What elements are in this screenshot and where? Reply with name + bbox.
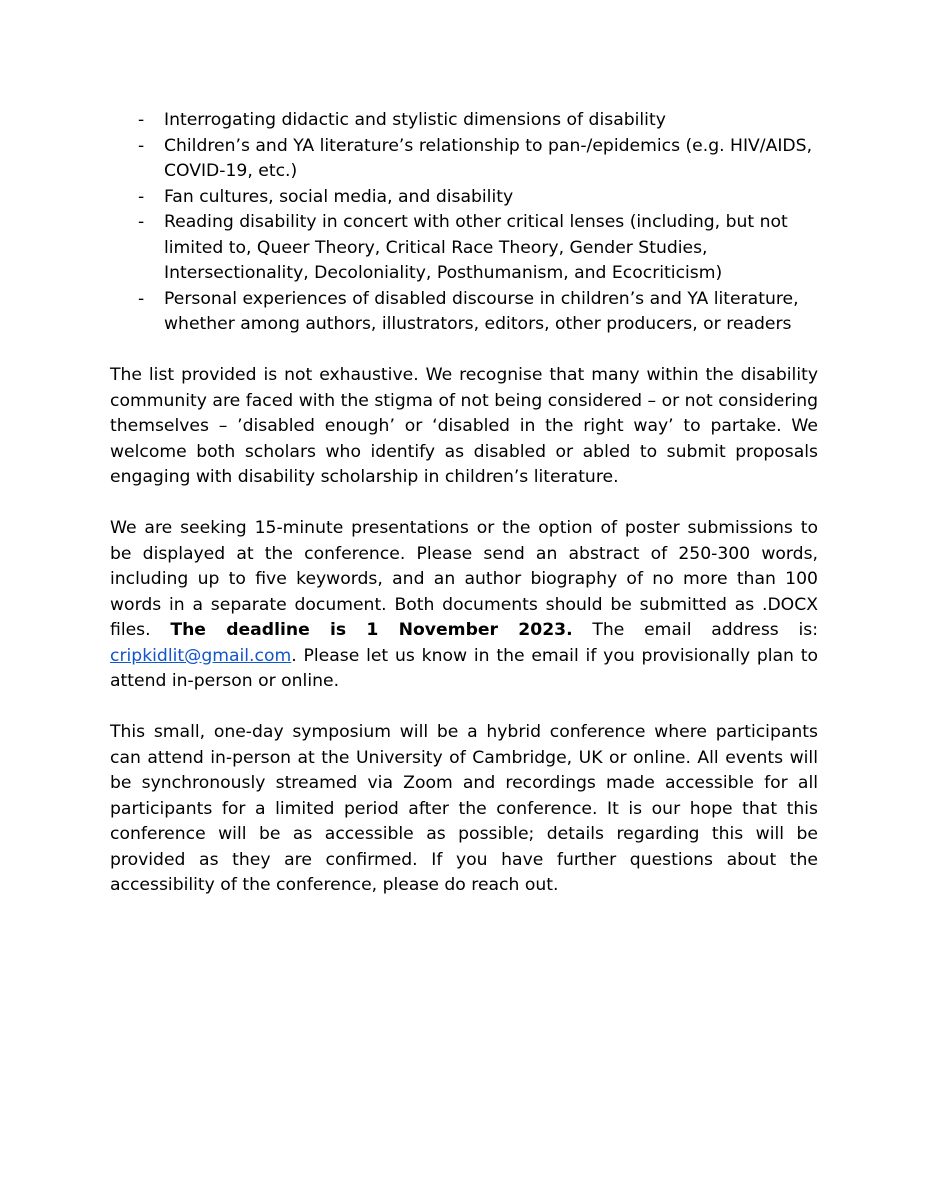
list-item-text: Children’s and YA literature’s relationship to pan-/epidemics (e.g. HIV/AIDS, COVID-19, etc.) <box>164 135 813 181</box>
list-dash: - <box>138 186 145 207</box>
list-item-text: Interrogating didactic and stylistic dimensions of disability <box>164 110 666 130</box>
submission-text: We are seeking 15-minute presentations or the option of poster submissions to be displayed at the conference. Please send an abstract of 250-300 words, including up to five keywords, and an author biography of no more than 100 words in a separate document. Both documents should be submitted as .DOCX files. <box>110 518 818 640</box>
list-item <box>110 108 818 134</box>
list-item <box>110 287 818 338</box>
paragraph-symposium-info: This small, one-day symposium will be a hybrid conference where participants can attend in-person at the University of Cambridge, UK or online. All events will be synchronously streamed via Zoom and recordings made accessible for all participants for a limited period after the conference. It is our hope that this conference will be as accessible as possible; details regarding this will be provided as they are confirmed. If you have further questions about the accessibility of the conference, please do reach out. <box>110 722 818 895</box>
list-item <box>110 185 818 211</box>
list-item <box>110 210 818 287</box>
list-dash: - <box>138 288 145 309</box>
paragraph-list-disclaimer: The list provided is not exhaustive. We recognise that many within the disability community are faced with the stigma of not being considered – or not considering themselves – ’disabled enough’ or ‘disabled in the right way’ to partake. We welcome both scholars who identify as disabled or abled to submit proposals engaging with disability scholarship in children’s literature. <box>110 365 818 487</box>
list-item-text: Fan cultures, social media, and disability <box>164 186 514 207</box>
deadline-text: The deadline is 1 November 2023. <box>170 620 573 640</box>
list-item-text: Reading disability in concert with other critical lenses (including, but not limited to, Queer Theory, Critical Race Theory, Gender Studies, Intersectionality, Decoloniality, Posthumanism, and Ecocriticism) <box>164 212 788 283</box>
list-item-text: Personal experiences of disabled discourse in children’s and YA literature, whether among authors, illustrators, editors, other producers, or readers <box>164 288 799 334</box>
list-dash: - <box>138 212 145 232</box>
list-dash: - <box>138 135 145 156</box>
list-dash: - <box>138 110 145 130</box>
topic-list <box>110 108 818 338</box>
attendance-text: . Please let us know in the email if you provisionally plan to attend in-person or online. <box>110 645 818 691</box>
document-body <box>110 108 818 924</box>
list-item <box>110 134 818 185</box>
paragraph-submission-details <box>110 516 818 695</box>
email-link[interactable]: cripkidlit@gmail.com <box>110 645 292 666</box>
email-intro-text: The email address is: <box>572 620 819 640</box>
